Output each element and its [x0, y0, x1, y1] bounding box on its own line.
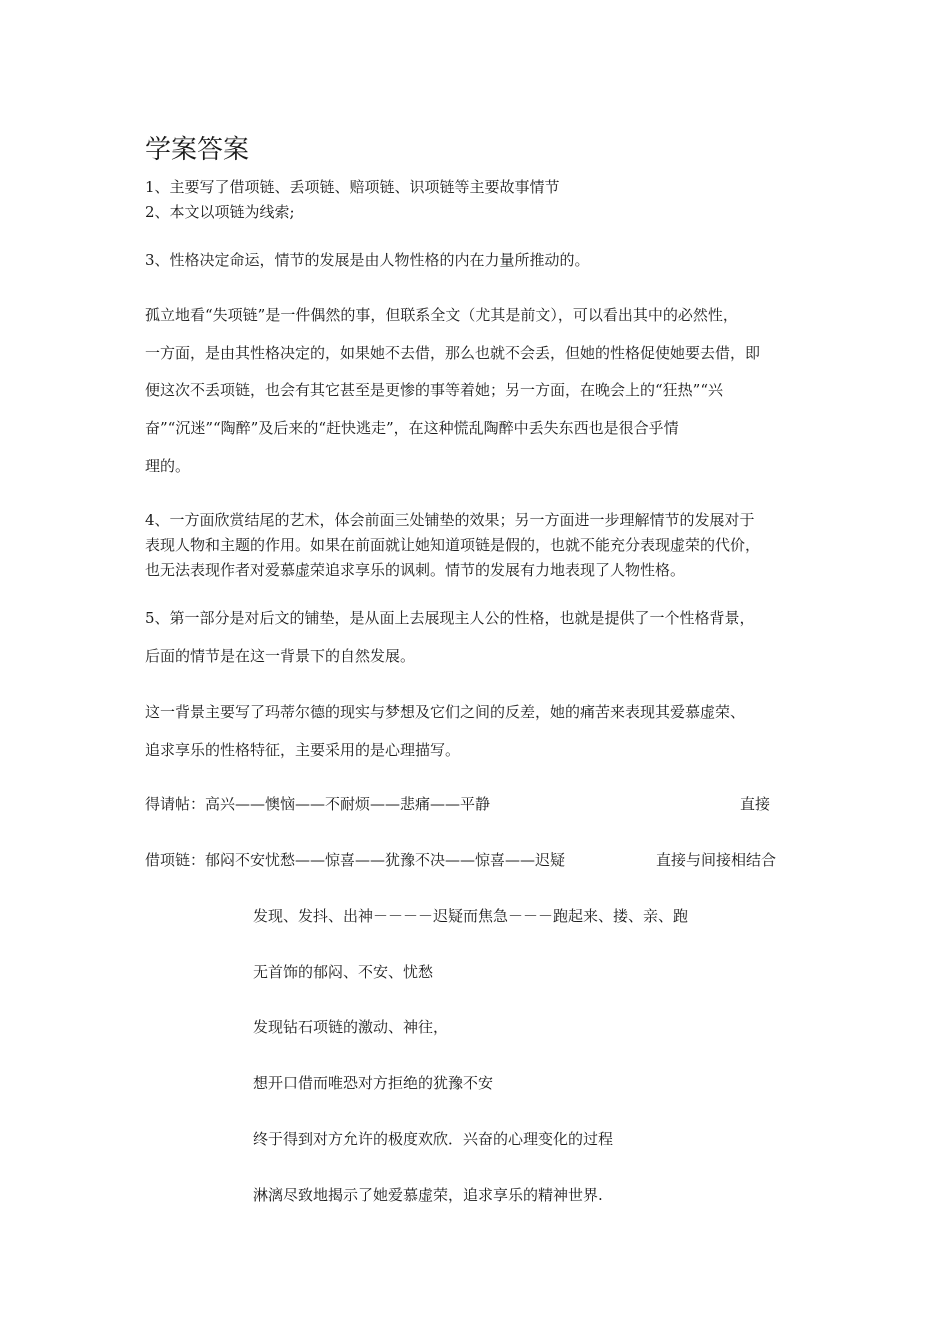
detail-line: 想开口借而唯恐对方拒绝的犹豫不安 [253, 1074, 494, 1092]
answer-1: 1、主要写了借项链、丢项链、赔项链、识项链等主要故事情节 [145, 178, 560, 196]
detail-line: 发现钻石项链的激动、神往， [253, 1018, 449, 1036]
page-title: 学案答案 [145, 135, 250, 165]
analysis-line: 孤立地看“失项链”是一件偶然的事，但联系全文（尤其是前文），可以看出其中的必然性， [145, 306, 738, 324]
analysis-line: 一方面，是由其性格决定的，如果她不去借，那么也就不会丢，但她的性格促使她要去借，即 [145, 344, 761, 362]
background-line: 这一背景主要写了玛蒂尔德的现实与梦想及它们之间的反差，她的痛苦来表现其爱慕虚荣、 [145, 703, 746, 721]
answer-4-line: 表现人物和主题的作用。如果在前面就让她知道项链是假的，也就不能充分表现虚荣的代价， [145, 536, 761, 554]
background-line: 追求享乐的性格特征，主要采用的是心理描写。 [145, 741, 461, 759]
borrow-emotion-chain: 借项链：郁闷不安忧愁——惊喜——犹豫不决——惊喜——迟疑 [145, 851, 566, 869]
answer-4-line: 4、一方面欣赏结尾的艺术，体会前面三处铺垫的效果；另一方面进一步理解情节的发展对于 [145, 511, 755, 529]
invite-emotion-chain: 得请帖：高兴——懊恼——不耐烦——悲痛——平静 [145, 795, 491, 813]
analysis-line: 理的。 [145, 457, 191, 475]
answer-5-line: 5、第一部分是对后文的铺垫，是从面上去展现主人公的性格，也就是提供了一个性格背景， [145, 609, 755, 627]
detail-line: 无首饰的郁闷、不安、忧愁 [253, 963, 434, 981]
borrow-method: 直接与间接相结合 [656, 851, 777, 869]
answer-4-line: 也无法表现作者对爱慕虚荣追求享乐的讽刺。情节的发展有力地表现了人物性格。 [145, 561, 686, 579]
answer-5-line: 后面的情节是在这一背景下的自然发展。 [145, 647, 416, 665]
analysis-line: 便这次不丢项链，也会有其它甚至是更惨的事等着她；另一方面，在晚会上的“狂热”“兴 [145, 381, 724, 399]
detail-line: 淋漓尽致地揭示了她爱慕虚荣，追求享乐的精神世界. [253, 1186, 603, 1204]
detail-line: 终于得到对方允许的极度欢欣．兴奋的心理变化的过程 [253, 1130, 614, 1148]
invite-method: 直接 [740, 795, 771, 813]
analysis-line: 奋”“沉迷”“陶醉”及后来的“赶快逃走”，在这种慌乱陶醉中丢失东西也是很合乎情 [145, 419, 679, 437]
detail-line: 发现、发抖、出神－－－－迟疑而焦急－－－跑起来、搂、亲、跑 [253, 907, 689, 925]
answer-3: 3、性格决定命运，情节的发展是由人物性格的内在力量所推动的。 [145, 251, 590, 269]
answer-2: 2、本文以项链为线索; [145, 203, 295, 221]
